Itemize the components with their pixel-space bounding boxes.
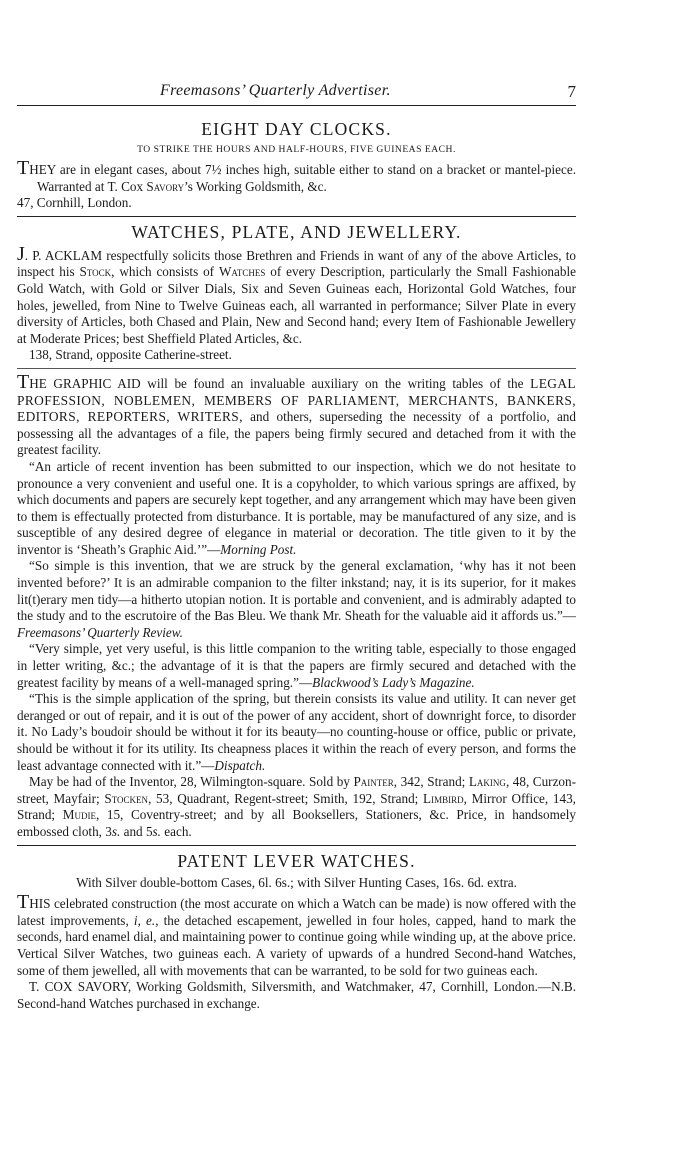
review-quote: “An article of recent invention has been submitted to our inspection, which we do not hesitate to pronounce a very convenient and useful one. It is a copyholder, to which various springs are affixed, by which documents and papers are securely kept together, and any arrangement which may have been given to them is effectually protected from disturbance. It is portable, may be manufactured of any size, and is susceptible of any desired degree of elegance in material or decoration. The title given to it by the inventor is ‘Sheath’s Graphic Aid.’”—: [17, 458, 576, 557]
body-text: , the detached escapement, jewelled in four holes, capped, hand to mark the seconds, hard enamel dial, and maintaining power to continue going while winding up, at the above price. Vertical Silver Watches, two guineas each. A variety of upwards of a hundred Second-hand Watches, some of them jewelled, all with movements that can be warranted, to be sold for two guineas each.: [17, 912, 576, 978]
header-rule: [17, 105, 576, 106]
currency-unit: s.: [111, 823, 121, 839]
review-blackwoods: [17, 641, 576, 691]
body-text: , Mirror Office, 143, Strand;: [17, 790, 576, 823]
body-text: . P. ACKLAM respectfully solicits those Brethren and Friends in want of any of the above Articles, to inspect his: [17, 247, 576, 280]
italic-text: i, e.: [133, 912, 156, 928]
body-text: ’s Working Goldsmith, &c.: [184, 178, 327, 194]
advert-eight-day-clocks: [17, 118, 576, 212]
separator-rule: [17, 216, 576, 217]
running-head-title: Freemasons’ Quarterly Advertiser.: [160, 82, 391, 99]
body-text: of every Description, particularly the Small Fashionable Gold Watch, with Gold or Silver Dials, Six and Seven Guineas each, Horizontal Gold Watches, four holes, jewelled, from Nine to Twelve Guineas each, all warranted in performance; Silver Plate in every diversity of Articles, both Chased and Plain, New and Second hand; every Item of Fashionable Jewellery at Moderate Prices; best Sheffield Plated Articles, &c.: [17, 264, 576, 346]
seller-name: Laking: [468, 774, 506, 790]
review-quote: “This is the simple application of the spring, but therein consists its value and utility. It can never get deranged or out of repair, and it is out of the power of any accident, short of downright force, to disorder it. No Lady’s boudoir should be without it for its beauty—no counting-house or office, public or private, should be without it for its utility. Its cheapness places it within the reach of every person, and forms the least advantage connected with it.”—: [17, 691, 576, 773]
dropcap: T: [17, 157, 30, 179]
body-text: , 15, Coventry-street; and by all Booksellers, Stationers, &c. Price, in handsomely embossed cloth, 3: [17, 807, 576, 839]
review-source: Freemasons’ Quarterly Review.: [17, 624, 183, 640]
advert-patent-lever-watches: [17, 850, 576, 1013]
ad-title-jewellery: WATCHES, PLATE, AND JEWELLERY.: [131, 221, 462, 242]
ad-address-clocks: 47, Cornhill, London.: [17, 195, 132, 211]
review-source: Dispatch.: [214, 757, 266, 773]
body-text: , 48, Curzon-street, Mayfair;: [17, 774, 576, 806]
professions-list: LEGAL PROFESSION, NOBLEMEN, MEMBERS OF PARLIAMENT, MERCHANTS, BANKERS, EDITORS, REPORTERS, WRITERS,: [17, 375, 576, 425]
review-source: Morning Post.: [220, 541, 297, 557]
ad-body-lever: [17, 891, 576, 979]
body-text: each.: [160, 823, 192, 839]
body-text: , which consists of: [111, 264, 219, 280]
seller-name: Painter: [353, 774, 394, 790]
ad-subtitle-clocks: TO STRIKE THE HOURS AND HALF-HOURS, FIVE GUINEAS EACH.: [137, 144, 456, 155]
body-text: , 342, Strand;: [393, 774, 469, 790]
ad-signature-lever: T. COX SAVORY, Working Goldsmith, Silversmith, and Watchmaker, 47, Cornhill, London.—N.B. Second-hand Watches purchased in exchange.: [17, 979, 576, 1011]
body-text: HE GRAPHIC AID will be found an invaluable auxiliary on the writing tables of the: [29, 375, 531, 391]
page-column: [17, 0, 576, 1012]
ad-subtitle-lever: With Silver double-bottom Cases, 6l. 6s.; with Silver Hunting Cases, 16s. 6d. extra.: [76, 874, 517, 890]
currency-unit: s.: [152, 823, 161, 839]
graphic-aid-sellers: [17, 774, 576, 840]
separator-rule: [17, 845, 576, 846]
body-text: and others, superseding the necessity of a portfolio, and possessing all the advantages of a file, the papers being firmly secured and detached from it with the greatest facility.: [17, 409, 576, 458]
review-quote: “Very simple, yet very useful, is this little companion to the writing table, especially to those engaged in letter writing, &c.; the advantage of it is that the papers are firmly secured and detached with the greatest facility by means of a well-managed spring.”—: [17, 641, 576, 690]
body-text: , 53, Quadrant, Regent-street; Smith, 192, Strand;: [148, 790, 424, 806]
review-morning-post: [17, 459, 576, 559]
small-caps-text: Stock: [79, 264, 112, 280]
ad-title-lever: PATENT LEVER WATCHES.: [177, 850, 416, 871]
dropcap: T: [17, 891, 30, 914]
advert-jewellery: [17, 221, 576, 364]
seller-name: Limbird: [423, 790, 464, 806]
ad-address-jewellery: 138, Strand, opposite Catherine-street.: [29, 347, 232, 363]
body-text: HIS celebrated construction (the most accurate on which a Watch can be made) is now offered with the latest improvements,: [17, 896, 576, 928]
body-text: and 5: [120, 823, 153, 839]
review-dispatch: [17, 691, 576, 774]
running-head: [17, 0, 576, 110]
small-caps-text: Savory: [146, 178, 185, 194]
dropcap: J: [17, 242, 25, 265]
body-text: May be had of the Inventor, 28, Wilmington-square. Sold by: [29, 774, 354, 790]
page-number: 7: [567, 82, 576, 101]
small-caps-text: Watches: [218, 264, 266, 280]
dropcap: T: [17, 370, 30, 393]
ad-body-jewellery: [17, 242, 576, 348]
separator-rule: [17, 368, 576, 369]
review-quote: “So simple is this invention, that we are struck by the general exclamation, ‘why has it not been invented before?’ It is an admirable companion to the filter inkstand; nay, it is its superior, for it makes lit(t)erary men tidy—a hitherto utopian notion. It is portable and convenient, and is admirably adapted to the study and to the escrutoire of the Bas Bleu. We thank Mr. Sheath for the valuable aid it affords us.”—: [17, 558, 576, 624]
review-source: Blackwood’s Lady’s Magazine.: [312, 674, 475, 690]
seller-name: Stocken: [104, 790, 149, 806]
graphic-aid-intro: [17, 370, 576, 459]
body-text: HEY are in elegant cases, about 7½ inches high, suitable either to stand on a bracket or mantel-piece. Warranted at T. Cox: [29, 162, 576, 194]
ad-title-clocks: EIGHT DAY CLOCKS.: [201, 119, 392, 139]
seller-name: Mudie: [62, 807, 96, 823]
ad-body-clocks: [17, 157, 576, 195]
advert-graphic-aid: [17, 370, 576, 841]
review-freemasons: [17, 558, 576, 641]
